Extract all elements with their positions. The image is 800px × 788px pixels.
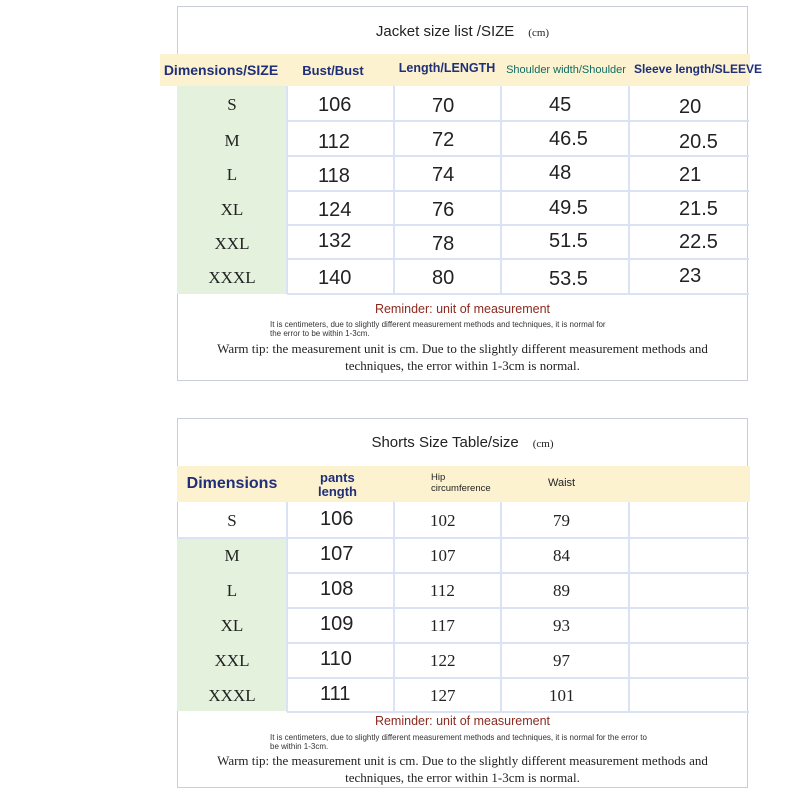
pants-length-value: 106: [320, 508, 354, 530]
shorts-col-divider: [393, 502, 395, 712]
bust-value: 118: [318, 165, 350, 187]
shorts-row-divider: [287, 572, 749, 574]
hip-value: 127: [430, 686, 456, 705]
pants-length-value: 111: [320, 683, 351, 705]
shorts-col-divider: [500, 502, 502, 712]
shorts-header-pants-length: [318, 471, 357, 499]
shorts-row-divider: [177, 537, 749, 539]
size-label: L: [226, 165, 238, 184]
shorts-warm-tip-line2: techniques, the error within 1-3cm is normal.: [345, 770, 580, 785]
pants-length-value: 110: [320, 648, 352, 670]
shorts-reminder: Reminder: unit of measurement: [374, 714, 551, 728]
hip-value: 117: [430, 616, 455, 635]
hip-value: 107: [430, 546, 456, 565]
shorts-title-text: Shorts Size Table/size: [371, 434, 519, 451]
shoulder-value: 45: [549, 94, 572, 116]
jacket-unit: (cm): [528, 27, 550, 39]
shorts-row-divider: [287, 642, 749, 644]
sleeve-value: 21.5: [679, 198, 718, 220]
shorts-header-dimensions: Dimensions: [186, 475, 278, 492]
size-label: S: [227, 511, 237, 530]
sleeve-value: 20: [679, 96, 702, 118]
shoulder-value: 48: [549, 162, 572, 184]
jacket-row-divider: [287, 224, 749, 226]
shoulder-value: 51.5: [549, 230, 588, 252]
jacket-col-divider: [628, 86, 630, 294]
size-label: M: [224, 546, 240, 565]
length-value: 72: [432, 129, 455, 151]
jacket-row-divider: [287, 155, 749, 157]
shoulder-value: 49.5: [549, 197, 588, 219]
waist-value: 84: [553, 546, 570, 565]
bust-value: 140: [318, 267, 352, 289]
sleeve-value: 20.5: [679, 131, 718, 153]
length-value: 74: [432, 164, 455, 186]
jacket-row-divider: [287, 190, 749, 192]
bust-value: 132: [318, 230, 352, 252]
shoulder-value: 46.5: [549, 128, 588, 150]
shorts-note-line2: be within 1-3cm.: [270, 742, 329, 751]
length-value: 76: [432, 199, 455, 221]
size-label: XXXL: [208, 268, 256, 287]
shorts-header-pants-line2: length: [318, 484, 357, 499]
shorts-header-hip-line1: Hip: [431, 472, 446, 483]
hip-value: 122: [430, 651, 456, 670]
size-label: S: [227, 95, 237, 114]
shorts-header-hip-line2: circumference: [431, 483, 491, 494]
jacket-header-shoulder: Shoulder width/Shoulder: [506, 64, 626, 76]
shorts-header-hip: [431, 472, 491, 494]
shorts-row-divider: [287, 607, 749, 609]
shorts-warm-tip-line1: Warm tip: the measurement unit is cm. Due to the slightly different measurement methods and: [217, 753, 708, 768]
sleeve-value: 21: [679, 164, 702, 186]
jacket-col-divider: [286, 86, 288, 294]
shorts-header-pants-line1: pants: [320, 470, 355, 485]
jacket-title: [178, 23, 747, 40]
jacket-row-divider: [287, 258, 749, 260]
jacket-reminder: Reminder: unit of measurement: [374, 302, 551, 316]
size-label: XXL: [214, 651, 250, 670]
waist-value: 97: [553, 651, 570, 670]
size-label: M: [224, 131, 240, 150]
sleeve-value: 23: [679, 265, 702, 287]
shorts-note-line1: It is centimeters, due to slightly different measurement methods and techniques, it is normal for the error to: [270, 733, 647, 742]
jacket-note-line2: the error to be within 1-3cm.: [270, 329, 370, 338]
length-value: 80: [432, 267, 455, 289]
jacket-col-divider: [500, 86, 502, 294]
waist-value: 79: [553, 511, 570, 530]
pants-length-value: 109: [320, 613, 354, 635]
shorts-col-divider: [286, 502, 288, 712]
jacket-warm-tip-line1: Warm tip: the measurement unit is cm. Due to the slightly different measurement methods and: [217, 341, 708, 356]
size-label: XXXL: [208, 686, 256, 705]
shorts-header-waist: Waist: [548, 477, 576, 489]
size-label: L: [226, 581, 238, 600]
jacket-row-divider: [287, 120, 749, 122]
bust-value: 112: [318, 131, 350, 153]
bust-value: 106: [318, 94, 352, 116]
size-label: XXL: [214, 234, 250, 253]
jacket-warm-tip-line2: techniques, the error within 1-3cm is normal.: [345, 358, 580, 373]
sleeve-value: 22.5: [679, 231, 718, 253]
jacket-size-column: [177, 86, 287, 294]
size-label: XL: [220, 200, 244, 219]
length-value: 78: [432, 233, 455, 255]
jacket-title-text: Jacket size list /SIZE: [375, 23, 515, 40]
shorts-unit: (cm): [532, 438, 554, 450]
shorts-row-divider: [287, 711, 749, 713]
size-label: XL: [220, 616, 244, 635]
hip-value: 112: [430, 581, 455, 600]
length-value: 70: [432, 95, 455, 117]
bust-value: 124: [318, 199, 352, 221]
shorts-row-divider: [287, 677, 749, 679]
shorts-col-divider: [628, 502, 630, 712]
jacket-note-line1: It is centimeters, due to slightly different measurement methods and techniques, it is normal for: [270, 320, 606, 329]
waist-value: 101: [549, 686, 575, 705]
hip-value: 102: [430, 511, 456, 530]
jacket-header-sleeve: Sleeve length/SLEEVE: [633, 62, 763, 76]
pants-length-value: 108: [320, 578, 354, 600]
jacket-header-bust: Bust/Bust: [302, 63, 364, 78]
waist-value: 89: [553, 581, 570, 600]
jacket-header-dimensions: Dimensions/SIZE: [163, 62, 279, 78]
shoulder-value: 53.5: [549, 268, 588, 290]
waist-value: 93: [553, 616, 570, 635]
pants-length-value: 107: [320, 543, 354, 565]
shorts-title: [178, 434, 747, 451]
jacket-header-length: Length/LENGTH: [398, 61, 496, 75]
jacket-row-divider: [287, 293, 749, 295]
jacket-col-divider: [393, 86, 395, 294]
